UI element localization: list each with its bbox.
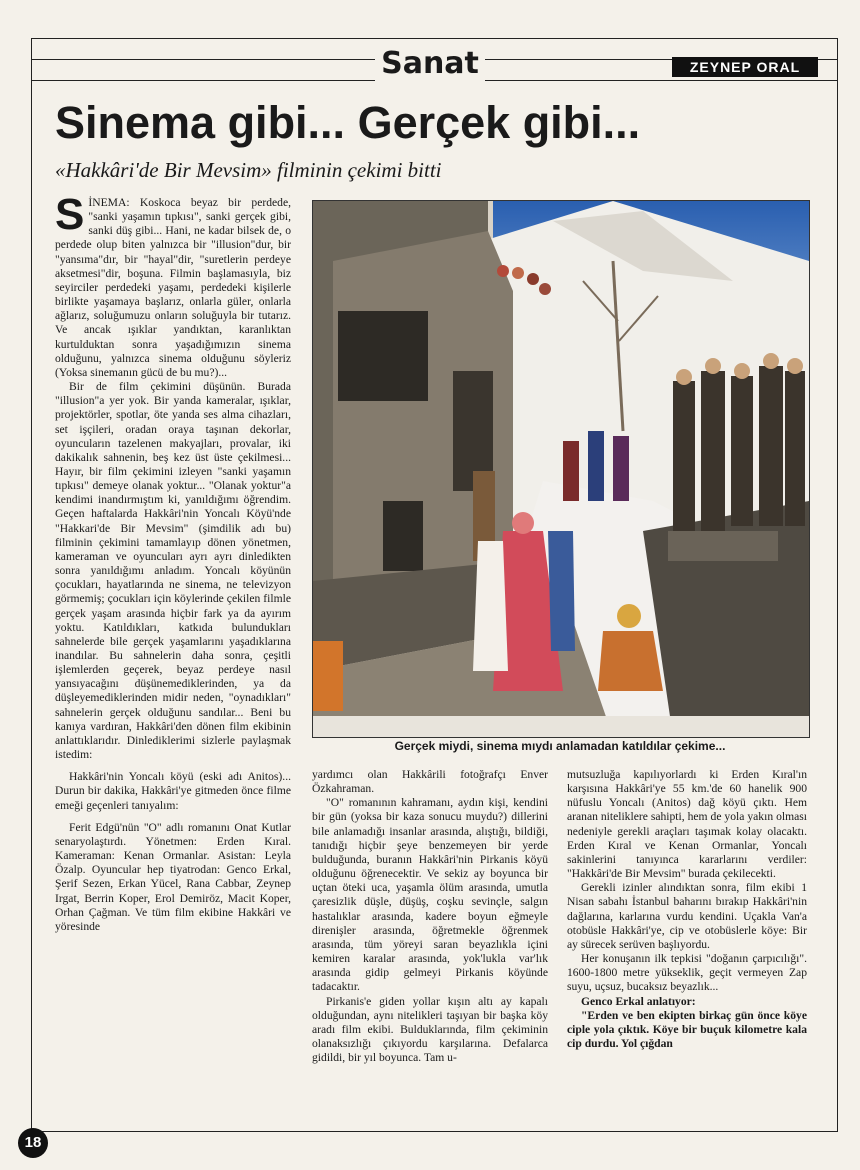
col1-paragraph-4: Ferit Edgü'nün "O" adlı romanını Onat Kutlar senaryolaştırdı. Yönetmen: Erden Kıral. Kameraman: Kenan Ormanlar. Asistan: Leyla Özalp. Oyuncular hep tiyatrodan: Genco Erkal, Şerif Sezen, Erkan Yücel, Rana Cabbar, Zeynep Irgat, Berrin Koper, Erol Demiröz, Macit Koper, Orhan Çağman. Ve tüm film ekibine Hakkâri ve yöresinde: [55, 820, 291, 933]
column-2: [312, 768, 548, 1065]
col3-paragraph-5: "Erden ve ben ekipten birkaç gün önce köye ciple yola çıktık. Köye bir buçuk kilometre kala cip durdu. Yol çığdan: [567, 1008, 807, 1050]
col2-paragraph-2: "O" romanının kahramanı, aydın kişi, kendini bir gün (yoksa bir kaza sonucu muydu?) dillerini bile anlamadığı insanlar arasında, alıştığı, bildiği, tanıdığı hiçbir şeye benzemeyen bir yerde bulduğunda, buranın Hakkâri'nin Pirkanis köyü olduğunu öğrenecektir. Ve sekiz ay boyunca bir uçtan öteki uca, yaşamla ölüm arasında, umutla çaresizlik düşle, düşüş, coşku sevinçle, salgın hastalıklar arasında, kadere boyun eğmeyle direnişler arasında, öğretmekle öğrenmek arasında, tüm yöreyi saran beyazlıkla içini kemiren karalar arasında, yok'lukla var'lık arasında gidip gelmeyi Pirkanis köyünde tadacaktır.: [312, 796, 548, 994]
article-subtitle: «Hakkâri'de Bir Mevsim» filminin çekimi bitti: [55, 158, 442, 182]
col3-paragraph-3: Her konuşanın ilk tepkisi "doğanın çarpıcılığı". 1600-1800 metre yükseklik, geçit vermeyen Zap suyu, uçsuz, bucaksız beyazlık...: [567, 952, 807, 994]
col3-paragraph-2: Gerekli izinler alındıktan sonra, film ekibi 1 Nisan sabahı İstanbul baharını bırakıp Hakkâri'nin dağlarına, karlarına vurdu kendini. Uçakla Van'a otobüsle Hakkâri'ye, cip ve otobüslerle köye: Bir ay sürecek serüven başlıyordu.: [567, 881, 807, 951]
col1-paragraph-1: İNEMA: Koskoca beyaz bir perdede, "sanki yaşamın tıpkısı", sanki gerçek gibi, sanki düş gibi... Hani, ne kadar bilsek de, o perdede olup biten yalnızca bir "illusion"dur, bir "yansıma"dır, bir "hayal"dir, "suretlerin perdeye aksetmesi"dir, boşuna. Filmin başlamasıyla, biz seyirciler perdedeki yaşamı, perdedeki kişilerle birlikte yaşamaya başlarız, onlarla güler, onlarla ağlarız, soluğumuzu onların soluğuyla bir tutarız. Ve ancak ışıklar yandıktan, karanlıktan kurtulduktan sonra yaşadığımızın sinema olduğunu, yalnızca sinema olduğunu söyleriz (Yoksa sinemanın gücü de bu mu?)...: [55, 196, 291, 379]
col1-paragraph-2: Bir de film çekimini düşünün. Burada "illusion"a yer yok. Bir yanda kameralar, ışıklar, projektörler, spotlar, öte yanda ses alma cihazları, set işçileri, oradan oraya taşınan dekorlar, oyuncuların tazelenen makyajları, provalar, iki dakikalık sahnenin, beş kez üst üste çekilmesi... Hayır, bir film çekimini izleyen "sanki yaşamın tıpkısı" demeye olanak yoktur... "Olanak yoktur"a kendimi inandırmıştım ki, yanıldığımı öğrendim. Geçen haftalarda Hakkâri'nin Yoncalı Köyü'nde "Hakkari'de Bir Mevsim" (şimdilik adı bu) filminin çekimini tamamlayıp dönen yönetmen, kameraman ve oyuncuları ayrı ayrı dinledikten sonra yanıldığımı anladım. Yoncalı köyünün çocukları, hayatlarında ne sinema, ne televizyon görmemiş; çocukları için köylerinde çekilen filmle gerçek yaşam arasında hiçbir fark ya da ayırım yoktu. Katıldıkları, katkıda bulundukları sahnelerde bile gerçek yaşamlarını yaşadıklarına inandılar. Bu sahnelerin daha sonra, çeşitli işlemlerden geçerek, beyaz perdeye nasıl yansıyacağını düşünemediklerinden, ya da düşleyemediklerinden midir neden, "oynadıkları" sahnelerin gerçek olduğunu sandılar... Beni bu kanıya vardıran, Hakkâri'den dönen film ekibinin anlattıklarıdır. Dinlediklerimi sizlerle paylaşmak istedim:: [55, 380, 291, 762]
col1-paragraph-3: Hakkâri'nin Yoncalı köyü (eski adı Anitos)... Durun bir dakika, Hakkâri'ye gitmeden önce filme emeği geçenleri tanıyalım:: [55, 770, 291, 812]
film-set-photo: [312, 200, 810, 738]
page-number: 18: [18, 1128, 48, 1158]
dropcap: S: [55, 190, 85, 239]
village-scene-illustration: [313, 201, 809, 737]
col2-paragraph-1: yardımcı olan Hakkârili fotoğrafçı Enver Özkahraman.: [312, 768, 548, 796]
column-3: [567, 768, 807, 1051]
photo-caption: Gerçek miydi, sinema mıydı anlamadan katıldılar çekime...: [394, 739, 726, 753]
column-1: [55, 190, 291, 934]
article-title: Sinema gibi... Gerçek gibi...: [55, 97, 641, 148]
author-badge: ZEYNEP ORAL: [672, 57, 818, 77]
col3-paragraph-1: mutsuzluğa kapılıyorlardı ki Erden Kıral'ın karşısına Hakkâri'ye 55 km.'de 60 hanelik 900 nüfuslu Yoncalı (Anitos) dağ köyü çıktı. Hem aranan niteliklere sahipti, hem de yola yakın olması nedeniyle gerekli araçları taşımak kolay olacaktı. Erden Kıral ve Kenan Ormanlar, Yoncalı sakinlerini tanıyınca kararlarını verdiler: "Hakkâri'de Bir Mevsim" burada çekilecekti.: [567, 768, 807, 881]
col2-paragraph-3: Pirkanis'e giden yollar kışın altı ay kapalı olduğundan, aynı nitelikleri taşıyan bir başka köy aradı film ekibi. Bulduklarında, film çekiminin olanaksızlığı çıkıyordu karşılarına. Defalarca gidildi, bir yıl boyunca. Tam u-: [312, 994, 548, 1065]
section-title: Sanat: [375, 46, 485, 81]
col3-paragraph-4: Genco Erkal anlatıyor:: [581, 994, 696, 1008]
